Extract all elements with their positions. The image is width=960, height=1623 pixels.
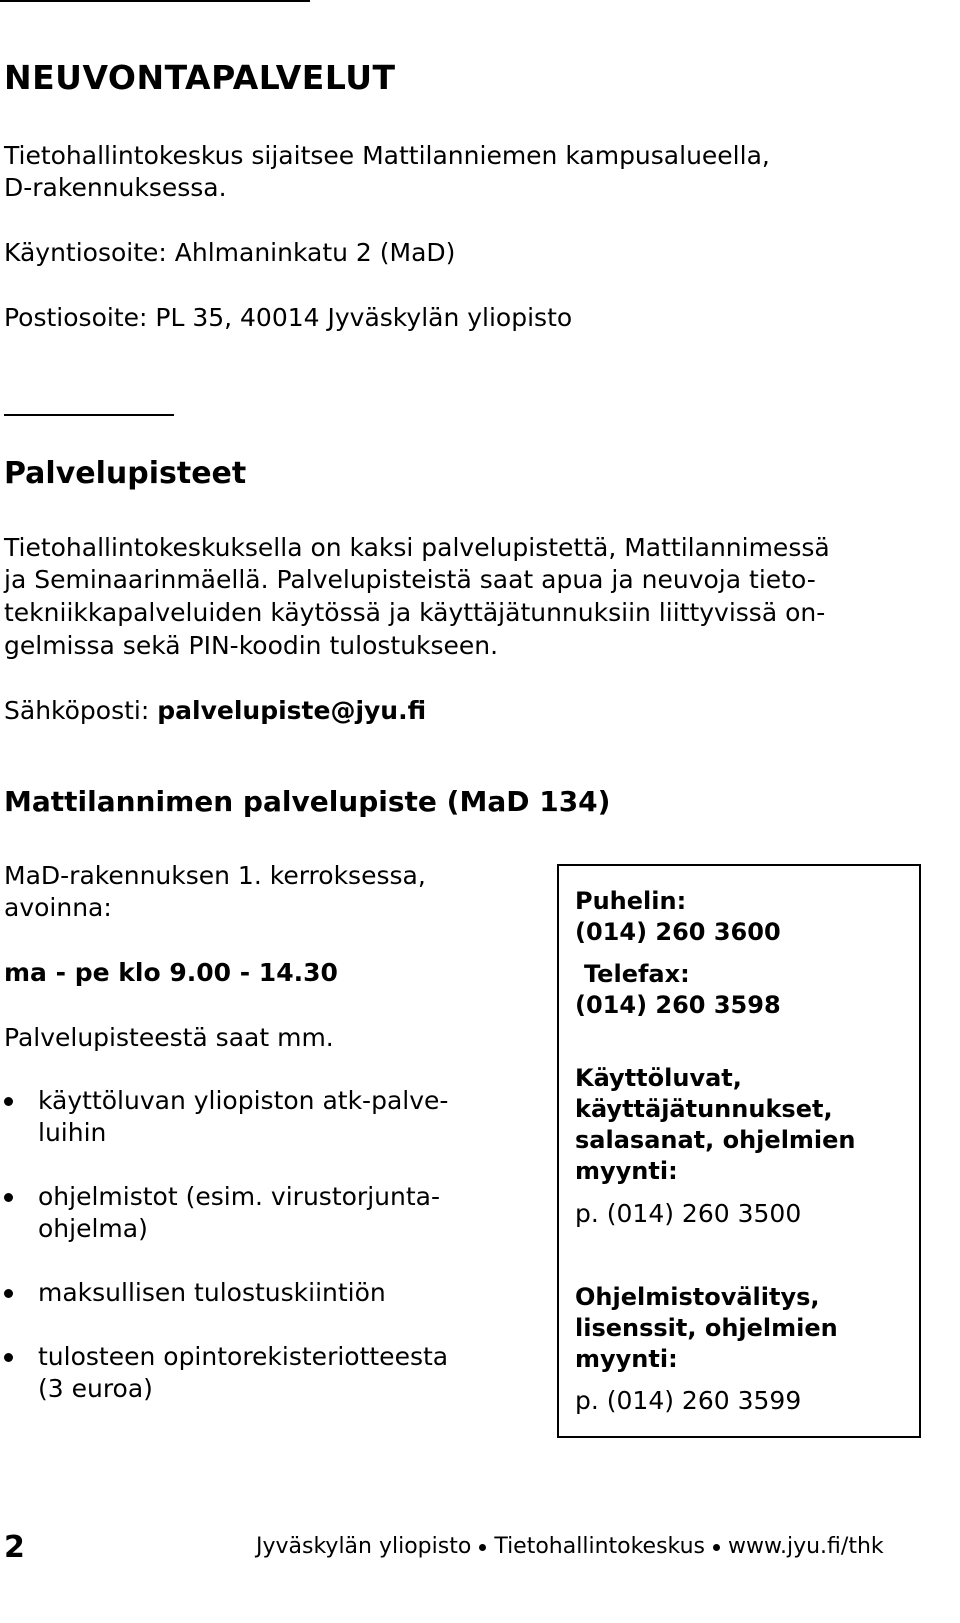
service-line: luihin [38, 1118, 107, 1147]
list-item [0, 1181, 520, 1245]
services-intro: Palvelupisteestä saat mm. [4, 1023, 334, 1052]
permissions-label-3: salasanat, ohjelmien [575, 1126, 856, 1154]
contact-box [557, 864, 921, 1438]
permissions-label-2: käyttäjätunnukset, [575, 1095, 833, 1123]
service-points-line-4: gelmissa sekä PIN-koodin tulostukseen. [4, 631, 499, 660]
service-points-line-1: Tietohallintokeskuksella on kaksi palvelupistettä, Mattilannimessä [4, 533, 830, 562]
top-rule [0, 0, 310, 2]
software-label-3: myynti: [575, 1345, 678, 1373]
service-points-line-2: ja Seminaarinmäellä. Palvelupisteistä saat apua ja neuvoja tieto- [4, 565, 816, 594]
permissions-phone: p. (014) 260 3500 [575, 1199, 802, 1228]
software-label-1: Ohjelmistovälitys, [575, 1283, 820, 1311]
bullet-icon [4, 1289, 13, 1298]
services-list [0, 1085, 520, 1437]
permissions-label-4: myynti: [575, 1157, 678, 1185]
list-item [0, 1341, 520, 1405]
phone-number: (014) 260 3600 [575, 918, 781, 946]
service-line: tulosteen opintorekisteriotteesta [38, 1342, 449, 1371]
bullet-icon [4, 1353, 13, 1362]
service-line: (3 euroa) [38, 1374, 153, 1403]
footer-url[interactable]: www.jyu.fi/thk [728, 1534, 884, 1559]
fax-number: (014) 260 3598 [575, 991, 781, 1019]
list-item [0, 1277, 520, 1309]
bullet-icon [4, 1097, 13, 1106]
service-points-line-3: tekniikkapalveluiden käytössä ja käyttäjätunnuksiin liittyvissä on- [4, 598, 826, 627]
bullet-icon [479, 1544, 486, 1551]
email-label: Sähköposti: [4, 696, 158, 725]
permissions-label-1: Käyttöluvat, [575, 1064, 742, 1092]
footer-unit: Tietohallintokeskus [494, 1534, 706, 1559]
bullet-icon [4, 1193, 13, 1202]
page-title: NEUVONTAPALVELUT [4, 58, 396, 97]
mad-location-line-1: MaD-rakennuksen 1. kerroksessa, [4, 861, 426, 890]
service-line: ohjelma) [38, 1214, 148, 1243]
service-line: ohjelmistot (esim. virustorjunta- [38, 1182, 440, 1211]
phone-label: Puhelin: [575, 887, 687, 915]
page-number: 2 [4, 1530, 25, 1565]
email-line [4, 695, 426, 727]
postal-address: Postiosoite: PL 35, 40014 Jyväskylän yliopisto [4, 303, 573, 332]
mad-location-line-2: avoinna: [4, 893, 112, 922]
list-item [0, 1085, 520, 1149]
footer [256, 1534, 884, 1559]
mad-service-point-title: Mattilannimen palvelupiste (MaD 134) [4, 785, 611, 818]
service-line: maksullisen tulostuskiintiön [38, 1278, 386, 1307]
section-rule [4, 414, 174, 416]
email-address[interactable]: palvelupiste@jyu.fi [157, 696, 427, 725]
intro-line-1: Tietohallintokeskus sijaitsee Mattilanniemen kampusalueella, [4, 141, 770, 170]
software-phone: p. (014) 260 3599 [575, 1386, 802, 1415]
section-title-service-points: Palvelupisteet [4, 456, 247, 491]
software-label-2: lisenssit, ohjelmien [575, 1314, 838, 1342]
opening-hours: ma - pe klo 9.00 - 14.30 [4, 958, 338, 987]
bullet-icon [713, 1544, 720, 1551]
footer-org: Jyväskylän yliopisto [256, 1534, 472, 1559]
intro-line-2: D-rakennuksessa. [4, 173, 227, 202]
visit-address: Käyntiosoite: Ahlmaninkatu 2 (MaD) [4, 238, 456, 267]
fax-label: Telefax: [584, 960, 690, 988]
service-line: käyttöluvan yliopiston atk-palve- [38, 1086, 449, 1115]
